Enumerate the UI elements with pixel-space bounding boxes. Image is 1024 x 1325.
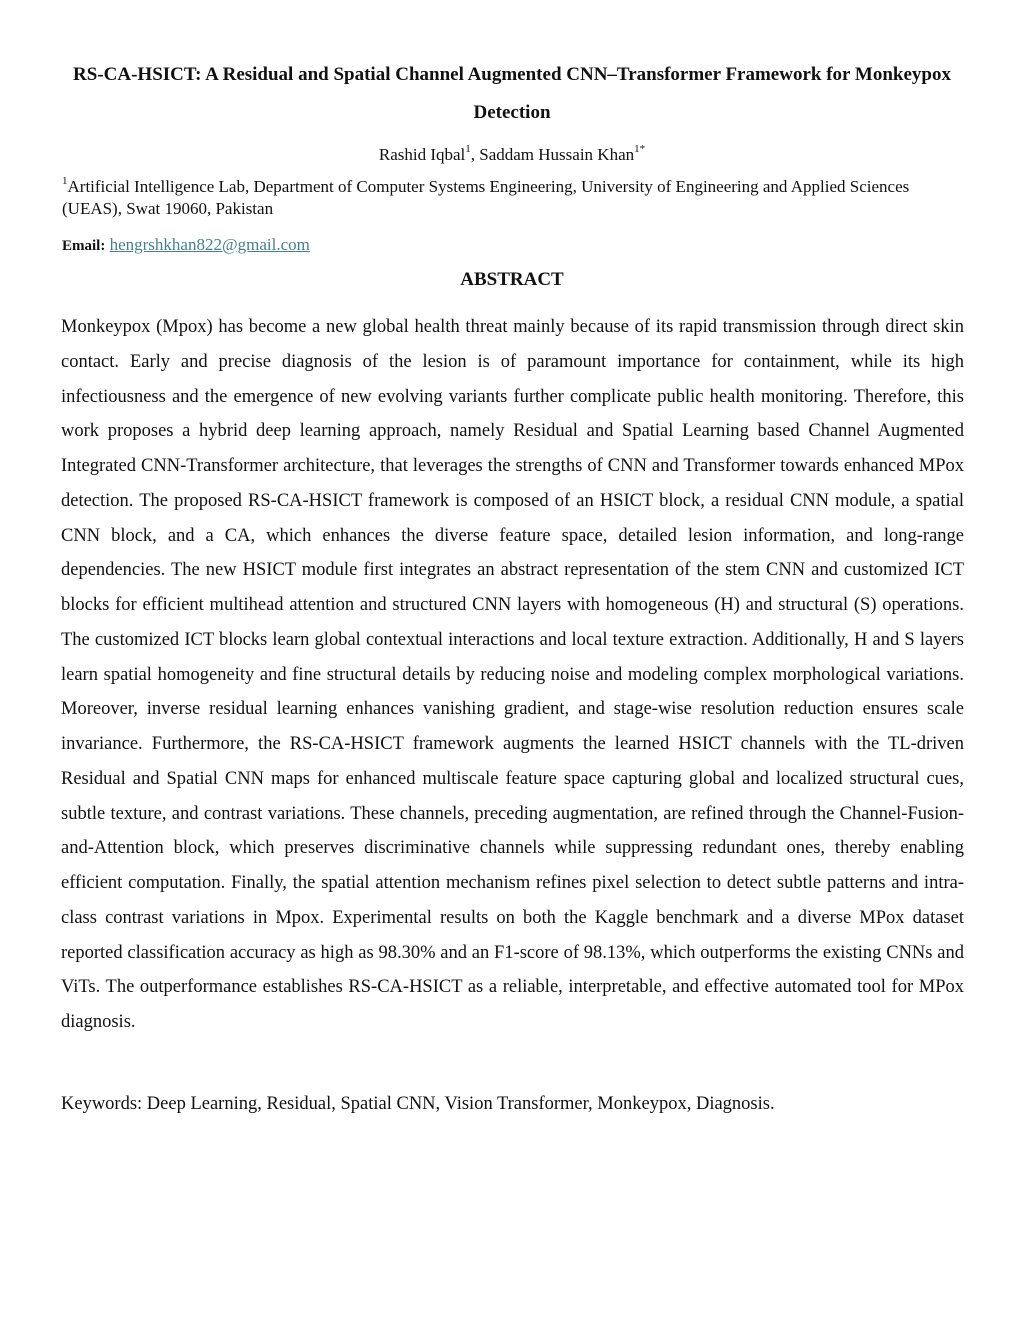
- affiliation-mark: 1: [62, 175, 68, 188]
- affiliation-mark: 1: [465, 143, 471, 156]
- author-name: Saddam Hussain Khan: [479, 145, 635, 164]
- affiliation: [62, 176, 942, 220]
- author-name: Rashid Iqbal: [378, 145, 466, 164]
- email-line: [62, 233, 310, 258]
- email-link[interactable]: hengrshkhan822@gmail.com: [109, 235, 310, 254]
- paper-title: RS-CA-HSICT: A Residual and Spatial Channel Augmented CNN–Transformer Framework for Monkeypox Detection: [73, 64, 951, 123]
- abstract-heading: ABSTRACT: [460, 269, 564, 290]
- abstract-body: Monkeypox (Mpox) has become a new global health threat mainly because of its rapid transmission through direct skin contact. Early and precise diagnosis of the lesion is of paramount importance for containment, while its high infectiousness and the emergence of new evolving variants further complicate public health monitoring. Therefore, this work proposes a hybrid deep learning approach, namely Residual and Spatial Learning based Channel Augmented Integrated CNN-Transformer architecture, that leverages the strengths of CNN and Transformer towards enhanced MPox detection. The proposed RS-CA-HSICT framework is composed of an HSICT block, a residual CNN module, a spatial CNN block, and a CA, which enhances the diverse feature space, detailed lesion information, and long-range dependencies. The new HSICT module first integrates an abstract representation of the stem CNN and customized ICT blocks for efficient multihead attention and structured CNN layers with homogeneous (H) and structural (S) operations. The customized ICT blocks learn global contextual interactions and local texture extraction. Additionally, H and S layers learn spatial homogeneity and fine structural details by reducing noise and modeling complex morphological variations. Moreover, inverse residual learning enhances vanishing gradient, and stage-wise resolution reduction ensures scale invariance. Furthermore, the RS-CA-HSICT framework augments the learned HSICT channels with the TL-driven Residual and Spatial CNN maps for enhanced multiscale feature space capturing global and localized structural cues, subtle texture, and contrast variations. These channels, preceding augmentation, are refined through the Channel-Fusion-and-Attention block, which preserves discriminative channels while suppressing redundant ones, thereby enabling efficient computation. Finally, the spatial attention mechanism refines pixel selection to detect subtle patterns and intra-class contrast variations in Mpox. Experimental results on both the Kaggle benchmark and a diverse MPox dataset reported classification accuracy as high as 98.30% and an F1-score of 98.13%, which outperforms the existing CNNs and ViTs. The outperformance establishes RS-CA-HSICT as a reliable, interpretable, and effective automated tool for MPox diagnosis.: [61, 317, 964, 1032]
- keywords: Keywords: Deep Learning, Residual, Spatial CNN, Vision Transformer, Monkeypox, Diagnosis.: [61, 1094, 775, 1114]
- author-separator: ,: [470, 145, 480, 164]
- affiliation-text: Artificial Intelligence Lab, Department of Computer Systems Engineering, University of Engineering and Applied Sciences (UEAS), Swat 19060, Pakistan: [62, 177, 910, 218]
- author-line: [60, 142, 964, 168]
- email-label: Email:: [62, 238, 106, 254]
- affiliation-mark: 1*: [634, 143, 646, 156]
